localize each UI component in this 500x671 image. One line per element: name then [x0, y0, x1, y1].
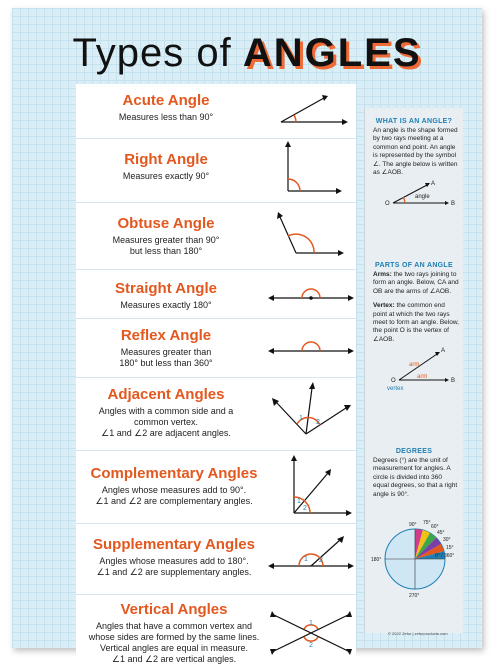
angle-desc: Measures greater than 90° [112, 235, 220, 245]
angle-label-2: 2 [319, 557, 323, 564]
angle-arc [288, 179, 300, 191]
arrowhead [346, 649, 352, 655]
arrowhead [270, 611, 276, 617]
card-acute-angle [76, 84, 356, 139]
ray-middle [306, 388, 312, 434]
angle-desc: Measures greater than [120, 347, 212, 357]
right-angle-figure [266, 139, 356, 202]
arms-description: the two rays joining to form an angle. Below, CA and OB are the arms of ∠AOB. [373, 271, 459, 295]
degrees-circle-figure [365, 499, 463, 609]
point-o-label: O [391, 378, 396, 385]
complementary-angles-figure [266, 451, 356, 523]
card-text [76, 151, 256, 182]
angle-desc: 180° but less than 360° [119, 358, 213, 368]
angle-arc [304, 637, 318, 641]
arrowhead [348, 295, 354, 301]
angle-title: Supplementary Angles [93, 536, 255, 553]
card-text [76, 92, 256, 123]
section-text: Degrees (°) are the unit of measurement for angles. A circle is divided into 360 equal degrees, so that a right angle is 90°. [373, 457, 458, 498]
angle-title: Vertical Angles [120, 601, 228, 618]
angle-label-1: 1 [309, 620, 313, 627]
angle-desc: whose sides are formed by the same lines. [88, 632, 260, 642]
supplementary-angles-figure [266, 524, 356, 594]
arm-label: arm [409, 362, 420, 369]
angle-title: Straight Angle [115, 280, 217, 297]
point-b-label: B [451, 378, 456, 385]
card-complementary-angles [76, 451, 356, 524]
angle-title: Complementary Angles [90, 465, 258, 482]
angle-desc: Angles with a common side and a [98, 406, 234, 416]
card-right-angle [76, 139, 356, 203]
angle-label-2: 2 [303, 505, 307, 512]
angle-label: angle [415, 194, 430, 201]
what-is-an-angle-section [365, 118, 463, 216]
arms-text [373, 271, 459, 296]
sidebar [364, 108, 463, 633]
title-part2: ANGLES [242, 31, 422, 75]
ray-inclined [311, 540, 340, 566]
angle-desc: ∠1 and ∠2 are supplementary angles. [96, 567, 252, 577]
angle-desc: but less than 180° [129, 246, 203, 256]
section-heading: DEGREES [395, 448, 433, 455]
angle-title: Acute Angle [122, 92, 210, 109]
poster [12, 8, 482, 664]
angle-label-2: 2 [309, 642, 313, 649]
angle-desc: Angles that have a common vertex and [95, 621, 253, 631]
vertex-point [309, 296, 313, 300]
page-title [12, 30, 482, 76]
angle-aob-figure [365, 177, 463, 211]
angle-label-1: 1 [297, 498, 301, 505]
straight-angle-figure [266, 270, 356, 318]
vertex-text [373, 302, 459, 344]
angle-arc [403, 197, 405, 203]
arrowhead [291, 455, 297, 461]
ray-right [306, 408, 346, 434]
angle-label-1: 1 [304, 556, 308, 563]
obtuse-angle-figure [266, 203, 356, 269]
degrees-section [365, 448, 463, 614]
section-heading: PARTS OF AN ANGLE [375, 262, 453, 269]
arrowhead [309, 382, 315, 389]
card-text [76, 280, 256, 311]
angle-title: Right Angle [124, 151, 208, 168]
card-vertical-angles [76, 595, 356, 671]
section-text: An angle is the shape formed by two rays meeting at a common end point. An angle is represented by the symbol ∠. The angle below is written as ∠AOB. [373, 127, 458, 177]
arrowhead [268, 563, 274, 569]
vertex-title: Vertex: [373, 302, 395, 310]
arrowhead [445, 201, 449, 205]
point-a-label: A [441, 348, 446, 355]
arrowhead [425, 183, 430, 187]
ray-inclined [280, 217, 296, 253]
ray-inclined [281, 98, 324, 122]
acute-angle-figure [266, 84, 356, 138]
arrowhead [285, 141, 291, 147]
angle-desc: Angles whose measures add to 90°. [101, 485, 247, 495]
arrowhead [268, 295, 274, 301]
arrowhead [445, 378, 449, 382]
reflex-angle-figure [266, 319, 356, 377]
title-part1: Types of [72, 31, 232, 75]
vertex-label: vertex [387, 386, 404, 393]
label-30: 30° [443, 537, 451, 544]
label-270: 270° [409, 593, 420, 600]
label-180: 180° [371, 557, 382, 564]
point-o-label: O [385, 201, 390, 208]
angle-desc: common vertex. [133, 417, 199, 427]
card-text [76, 215, 256, 257]
angle-desc: ∠1 and ∠2 are complementary angles. [95, 496, 253, 506]
arrowhead [346, 510, 352, 516]
card-reflex-angle [76, 319, 356, 378]
point-b-label: B [451, 201, 456, 208]
angle-desc: Angles whose measures add to 180°. [99, 556, 249, 566]
label-15: 15° [446, 545, 454, 552]
card-text [76, 601, 272, 665]
arrowhead [270, 649, 276, 655]
card-adjacent-angles [76, 378, 356, 451]
angle-desc: Measures exactly 180° [120, 300, 212, 310]
vertex-description: the common end point at which the two rays meet to form an angle. Below, the point O is the vertex of ∠AOB. [373, 302, 459, 343]
angle-desc: Measures exactly 90° [122, 171, 210, 181]
angle-title: Obtuse Angle [117, 215, 215, 232]
card-straight-angle [76, 270, 356, 319]
angle-title: Reflex Angle [120, 327, 212, 344]
label-60: 60° [431, 524, 439, 531]
angle-label-1: 1 [299, 415, 303, 422]
label-90: 90° [409, 522, 417, 529]
ray-inclined [294, 473, 328, 513]
arrowhead [348, 348, 354, 354]
arrowhead [338, 250, 344, 256]
label-45: 45° [437, 530, 445, 537]
arms-title: Arms: [373, 271, 392, 278]
angle-title: Adjacent Angles [107, 386, 225, 403]
vertical-angles-figure [266, 595, 356, 671]
angle-desc: Measures less than 90° [118, 112, 214, 122]
arrowhead [336, 188, 342, 194]
arm-label: arm [417, 374, 428, 381]
angle-desc: ∠1 and ∠2 are adjacent angles. [101, 428, 231, 438]
card-text [76, 327, 256, 369]
copyright-text: © 2022 Zefur | zefurproducts.com [388, 631, 448, 636]
angle-desc: Vertical angles are equal in measure. [99, 643, 249, 653]
card-obtuse-angle [76, 203, 356, 270]
card-text [76, 386, 256, 439]
angle-arc [302, 342, 320, 351]
angle-arc [294, 115, 296, 122]
arrowhead [268, 348, 274, 354]
arrowhead [342, 119, 348, 125]
point-a-label: A [431, 181, 436, 188]
card-text [76, 536, 272, 578]
arrowhead [346, 611, 352, 617]
arrowhead [348, 563, 354, 569]
label-75: 75° [423, 520, 431, 527]
card-text [76, 465, 272, 507]
section-heading: WHAT IS AN ANGLE? [375, 118, 453, 125]
parts-figure [365, 344, 463, 392]
parts-of-an-angle-section [365, 262, 463, 397]
adjacent-angles-figure [266, 378, 356, 450]
angle-desc: ∠1 and ∠2 are vertical angles. [111, 654, 237, 664]
label-0-360: 0° / 360° [435, 553, 455, 560]
card-supplementary-angles [76, 524, 356, 595]
angle-label-2: 2 [316, 419, 320, 426]
